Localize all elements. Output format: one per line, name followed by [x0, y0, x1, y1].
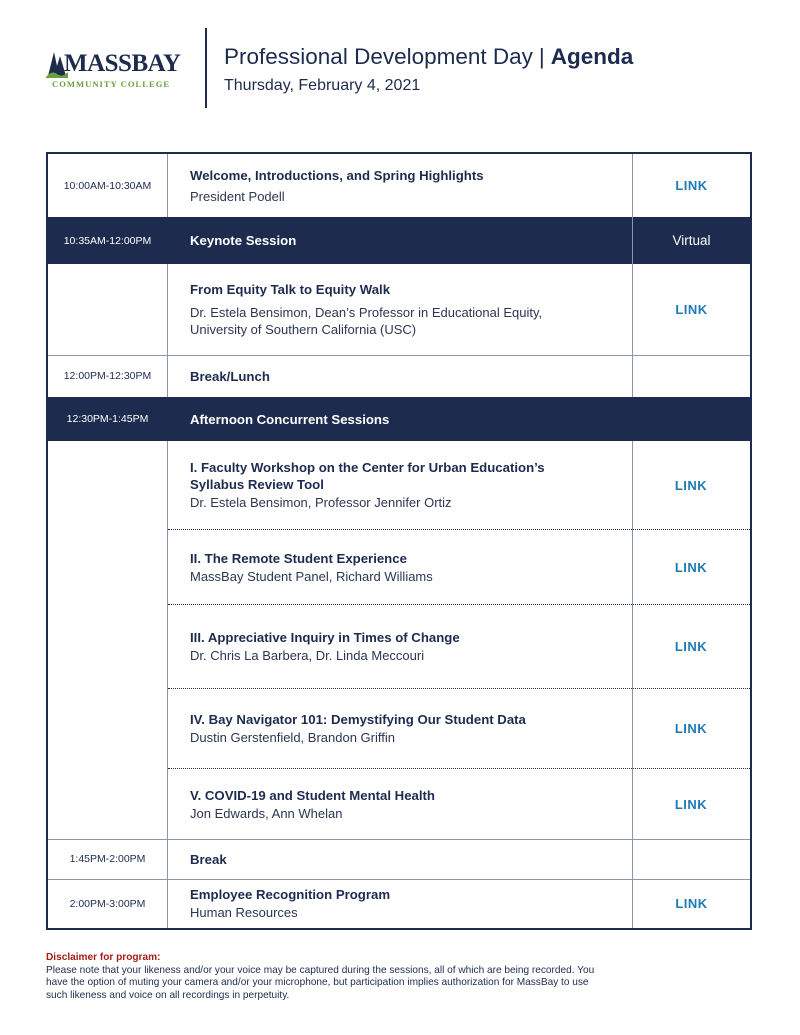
agenda-row-keynote-detail — [48, 264, 750, 356]
disclaimer-text-line: Please note that your likeness and/or your voice may be captured during the sessions, all of which are being recorded. You — [46, 964, 595, 976]
row-content — [190, 689, 630, 768]
massbay-logo — [46, 46, 196, 96]
agenda-row-welcome — [48, 154, 750, 218]
row-title: Welcome, Introductions, and Spring Highlights — [190, 167, 484, 183]
row-time: 10:35AM-12:00PM — [63, 234, 152, 247]
row-time-empty — [48, 264, 168, 355]
row-content — [190, 605, 630, 688]
row-content — [190, 217, 630, 264]
page-title — [224, 44, 633, 70]
row-link-cell — [632, 154, 750, 217]
row-content — [190, 879, 630, 928]
disclaimer-text-line: have the option of muting your camera and/or your microphone, but participation implies authorization for MassBay to use — [46, 977, 589, 989]
row-title: Keynote Session — [190, 233, 297, 248]
row-link-cell — [632, 441, 750, 529]
presenter-line: Dr. Estela Bensimon, Dean’s Professor in Educational Equity, — [190, 305, 543, 320]
row-link-cell-empty — [632, 839, 750, 879]
row-time: 10:00AM-10:30AM — [48, 154, 168, 217]
logo-name: MASSBAY — [64, 50, 181, 77]
agenda-row-break — [48, 839, 750, 880]
row-content — [190, 530, 630, 604]
row-link-cell — [632, 689, 750, 768]
row-title: II. The Remote Student Experience — [190, 550, 407, 566]
link-button[interactable]: LINK — [674, 796, 708, 812]
session-row — [48, 689, 750, 768]
row-content — [190, 397, 630, 441]
row-time: 1:45PM-2:00PM — [48, 839, 168, 879]
row-presenter: Dustin Gerstenfield, Brandon Griffin — [190, 730, 395, 745]
disclaimer — [46, 952, 706, 1002]
row-presenter — [190, 304, 630, 338]
disclaimer-text-line: such likeness and voice on all recordings in perpetuity. — [46, 989, 290, 1001]
link-button[interactable]: LINK — [675, 896, 708, 911]
link-button[interactable]: LINK — [674, 639, 708, 654]
header-divider — [205, 28, 207, 108]
link-button[interactable]: LINK — [675, 178, 708, 193]
row-title: Break/Lunch — [190, 368, 270, 384]
agenda-row-recognition — [48, 879, 750, 928]
agenda-row-lunch — [48, 355, 750, 398]
row-link-cell — [632, 264, 750, 355]
agenda-row-keynote — [48, 217, 750, 264]
session-row — [48, 769, 750, 840]
session-row — [48, 530, 750, 604]
row-link-cell — [632, 605, 750, 688]
row-title: Break — [190, 851, 227, 867]
row-presenter: Human Resources — [190, 905, 298, 920]
row-presenter: Jon Edwards, Ann Whelan — [190, 805, 343, 821]
row-title-line: I. Faculty Workshop on the Center for Urban Education’s — [190, 460, 545, 475]
title-main: Professional Development Day — [224, 44, 533, 69]
row-link-cell-empty — [632, 355, 750, 397]
row-content — [190, 355, 630, 397]
event-date: Thursday, February 4, 2021 — [224, 77, 421, 94]
row-title: From Equity Talk to Equity Walk — [190, 282, 391, 297]
session-row — [48, 605, 750, 688]
row-presenter: MassBay Student Panel, Richard Williams — [190, 568, 433, 584]
row-content — [190, 769, 630, 839]
agenda-row-concurrent — [48, 397, 750, 441]
presenter-line: University of Southern California (USC) — [190, 322, 417, 337]
row-title: Afternoon Concurrent Sessions — [190, 411, 390, 427]
row-content — [190, 441, 630, 529]
row-title: Employee Recognition Program — [190, 887, 391, 902]
row-presenter: Dr. Estela Bensimon, Professor Jennifer Ortiz — [190, 495, 452, 510]
row-link-cell — [632, 879, 750, 928]
row-title: IV. Bay Navigator 101: Demystifying Our Student Data — [190, 712, 526, 727]
title-bold: Agenda — [550, 44, 634, 69]
session-row — [48, 441, 750, 529]
row-content — [190, 839, 630, 879]
row-time: 12:00PM-12:30PM — [48, 355, 168, 397]
row-time: 2:00PM-3:00PM — [48, 879, 168, 928]
agenda-table — [46, 152, 752, 930]
row-link-cell — [632, 530, 750, 604]
link-button[interactable]: LINK — [674, 559, 708, 575]
title-separator: | — [538, 44, 545, 69]
link-button[interactable]: LINK — [674, 721, 708, 736]
row-presenter: Dr. Chris La Barbera, Dr. Linda Meccouri — [190, 648, 425, 663]
row-title-line: Syllabus Review Tool — [190, 477, 324, 492]
row-time: 12:30PM-1:45PM — [66, 413, 149, 425]
row-title: V. COVID-19 and Student Mental Health — [190, 787, 435, 803]
row-virtual-cell — [632, 217, 750, 264]
link-button[interactable]: LINK — [675, 302, 708, 317]
row-content — [190, 154, 630, 217]
virtual-label: Virtual — [672, 233, 711, 248]
disclaimer-heading: Disclaimer for program: — [46, 952, 161, 963]
link-button[interactable]: LINK — [674, 477, 708, 493]
logo-subtitle: COMMUNITY COLLEGE — [52, 79, 171, 89]
row-presenter: President Podell — [190, 188, 285, 204]
row-title: III. Appreciative Inquiry in Times of Change — [190, 630, 460, 645]
row-link-cell — [632, 769, 750, 839]
row-content — [190, 264, 630, 355]
